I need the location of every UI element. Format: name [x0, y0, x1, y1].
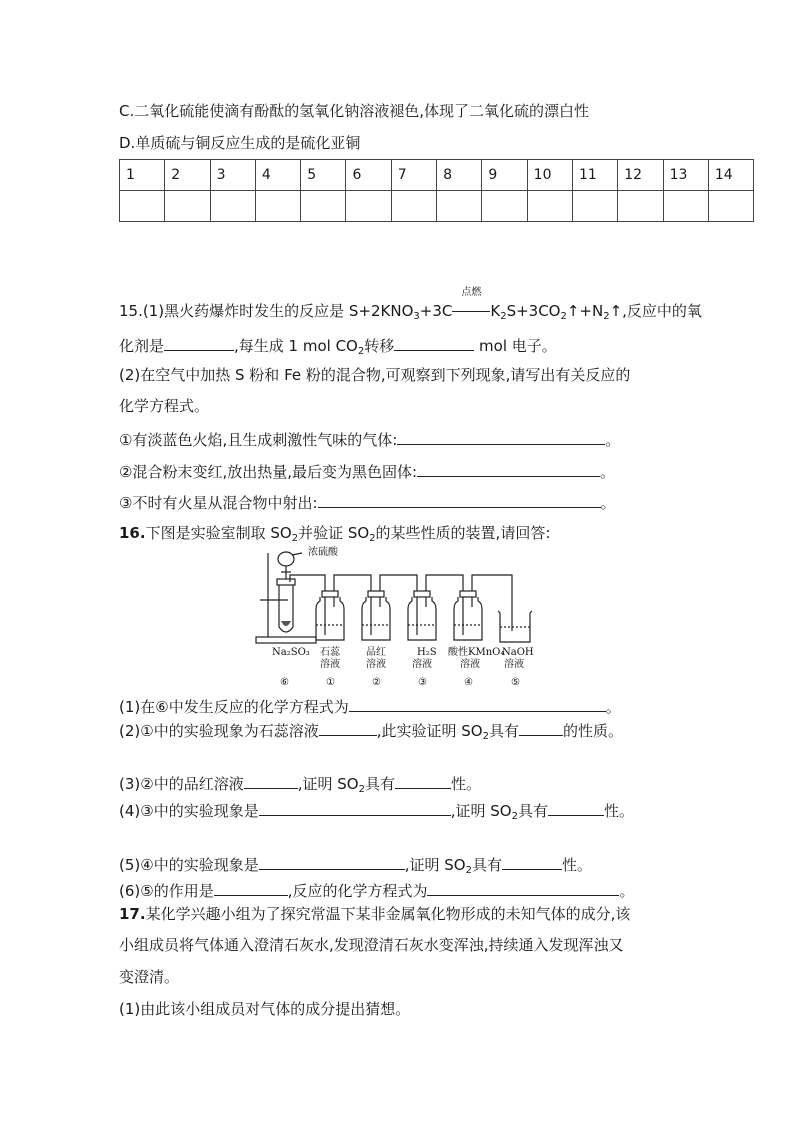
wash-bottle — [408, 591, 436, 640]
q16-sub3: (3)②中的品红溶液 ,证明 $SO_2$具有 性。 — [119, 772, 481, 794]
answer-blank[interactable] — [244, 772, 298, 789]
q16-sub1: (1)在⑥中发生反应的化学方程式为 。 — [119, 695, 621, 717]
question-number-cell: 8 — [437, 160, 482, 191]
answer-cell[interactable] — [346, 191, 391, 222]
answer-blank[interactable] — [259, 799, 451, 816]
q16-sub6: (6)⑤的作用是 ,反应的化学方程式为 。 — [119, 879, 635, 901]
q15-part2-line1: (2)在空气中加热 S 粉和 Fe 粉的混合物,可观察到下列现象,请写出有关反应的 — [119, 366, 631, 384]
question-number-cell: 13 — [663, 160, 708, 191]
answer-cell[interactable] — [255, 191, 300, 222]
question-number-cell: 1 — [120, 160, 165, 191]
question-number-cell: 12 — [618, 160, 663, 191]
answer-cell[interactable] — [663, 191, 708, 222]
na2so3-label: Na₂SO₃ — [272, 647, 310, 658]
answer-blank[interactable] — [214, 879, 288, 896]
question-number-cell: 4 — [255, 160, 300, 191]
answer-table-blank-row — [120, 191, 754, 222]
apparatus-number: ⑤ — [511, 677, 520, 688]
question-number-cell: 10 — [527, 160, 572, 191]
question-number-cell: 14 — [708, 160, 753, 191]
answer-blank[interactable] — [164, 334, 234, 351]
svg-text:溶液: 溶液 — [320, 659, 340, 670]
q16-sub5: (5)④中的实验现象是 ,证明 $SO_2$具有 性。 — [119, 853, 592, 875]
option-c: C.二氧化硫能使滴有酚酞的氢氧化钠溶液褪色,体现了二氧化硫的漂白性 — [119, 102, 590, 120]
apparatus-number: ② — [372, 677, 381, 688]
svg-text:酸性KMnO₄: 酸性KMnO₄ — [448, 647, 505, 658]
option-d: D.单质硫与铜反应生成的是硫化亚铜 — [119, 134, 361, 152]
svg-text:溶液: 溶液 — [412, 659, 432, 670]
answer-blank[interactable] — [259, 853, 405, 870]
wash-bottle — [362, 591, 390, 640]
answer-cell[interactable] — [482, 191, 527, 222]
answer-blank[interactable] — [548, 799, 604, 816]
q15-observation-2: ②混合粉末变红,放出热量,最后变为黑色固体: 。 — [119, 460, 615, 482]
reaction-condition: 点燃 — [461, 287, 482, 298]
svg-text:溶液: 溶液 — [460, 659, 480, 670]
answer-blank[interactable] — [519, 719, 563, 736]
answer-blank[interactable] — [427, 879, 619, 896]
svg-text:石蕊: 石蕊 — [320, 647, 340, 658]
q15-part2-line2: 化学方程式。 — [119, 397, 210, 415]
wash-bottle — [454, 591, 482, 640]
svg-text:H₂S: H₂S — [417, 647, 437, 658]
answer-blank[interactable] — [395, 772, 451, 789]
answer-cell[interactable] — [572, 191, 617, 222]
q17-line3: 变澄清。 — [119, 968, 180, 986]
q16-sub4: (4)③中的实验现象是 ,证明 $SO_2$具有 性。 — [119, 799, 634, 821]
answer-blank[interactable] — [397, 428, 605, 445]
question-number-cell: 5 — [301, 160, 346, 191]
question-number: 16. — [119, 524, 146, 542]
question-number: 15. — [119, 302, 143, 320]
question-number: 17. — [119, 905, 146, 923]
question-number-cell: 6 — [346, 160, 391, 191]
reaction-arrow — [452, 287, 490, 321]
apparatus-number: ④ — [464, 677, 473, 688]
stand-base — [256, 637, 316, 643]
answer-cell[interactable] — [708, 191, 753, 222]
separatory-funnel — [278, 552, 294, 566]
answer-cell[interactable] — [527, 191, 572, 222]
wash-bottle — [316, 591, 344, 640]
q16-intro: 16.下图是实验室制取 $SO_2$并验证 $SO_2$的某些性质的装置,请回答: — [119, 524, 551, 544]
acid-label: 浓硫酸 — [308, 547, 338, 558]
apparatus-number: ① — [326, 677, 335, 688]
q16-sub2: (2)①中的实验现象为石蕊溶液 ,此实验证明 $SO_2$具有 的性质。 — [119, 719, 623, 741]
answer-blank[interactable] — [318, 491, 601, 508]
q15-line1: 15.(1)黑火药爆炸时发生的反应是 $S+2KNO_3+3C$ 点燃 $K_2S+3CO_2↑+N_2↑$,反应中的氧 — [119, 287, 702, 322]
answer-cell[interactable] — [120, 191, 165, 222]
answer-cell[interactable] — [437, 191, 482, 222]
q17-line1: 17.某化学兴趣小组为了探究常温下某非金属氧化物形成的未知气体的成分,该 — [119, 905, 631, 923]
answer-cell[interactable] — [618, 191, 663, 222]
svg-text:溶液: 溶液 — [504, 659, 524, 670]
answer-cell[interactable] — [165, 191, 210, 222]
q17-part1: (1)由此该小组成员对气体的成分提出猜想。 — [119, 1000, 411, 1018]
question-number-cell: 11 — [572, 160, 617, 191]
q17-line2: 小组成员将气体通入澄清石灰水,发现澄清石灰水变浑浊,持续通入发现浑浊又 — [119, 936, 624, 954]
svg-text:溶液: 溶液 — [366, 659, 386, 670]
q15-line2: 化剂是 ,每生成 1 mol $CO_2$转移 mol 电子。 — [119, 334, 557, 356]
q15-observation-1: ①有淡蓝色火焰,且生成刺激性气味的气体: 。 — [119, 428, 620, 450]
answer-cell[interactable] — [210, 191, 255, 222]
answer-cell[interactable] — [301, 191, 346, 222]
beaker — [498, 611, 532, 642]
question-number-cell: 7 — [391, 160, 436, 191]
apparatus-number: ③ — [418, 677, 427, 688]
answer-table-header-row — [120, 160, 754, 191]
answer-blank[interactable] — [349, 695, 606, 712]
answer-cell[interactable] — [391, 191, 436, 222]
answer-blank[interactable] — [319, 719, 377, 736]
apparatus-number: ⑥ — [280, 677, 289, 688]
q15-observation-3: ③不时有火星从混合物中射出: 。 — [119, 491, 616, 513]
answer-blank[interactable] — [502, 853, 562, 870]
svg-text:品红: 品红 — [366, 647, 386, 658]
question-number-cell: 3 — [210, 160, 255, 191]
question-number-cell: 2 — [165, 160, 210, 191]
question-number-cell: 9 — [482, 160, 527, 191]
answer-blank[interactable] — [417, 460, 600, 477]
answer-table — [119, 159, 754, 222]
answer-blank[interactable] — [394, 334, 474, 351]
apparatus-figure — [250, 545, 550, 690]
svg-text:NaOH: NaOH — [502, 647, 534, 658]
